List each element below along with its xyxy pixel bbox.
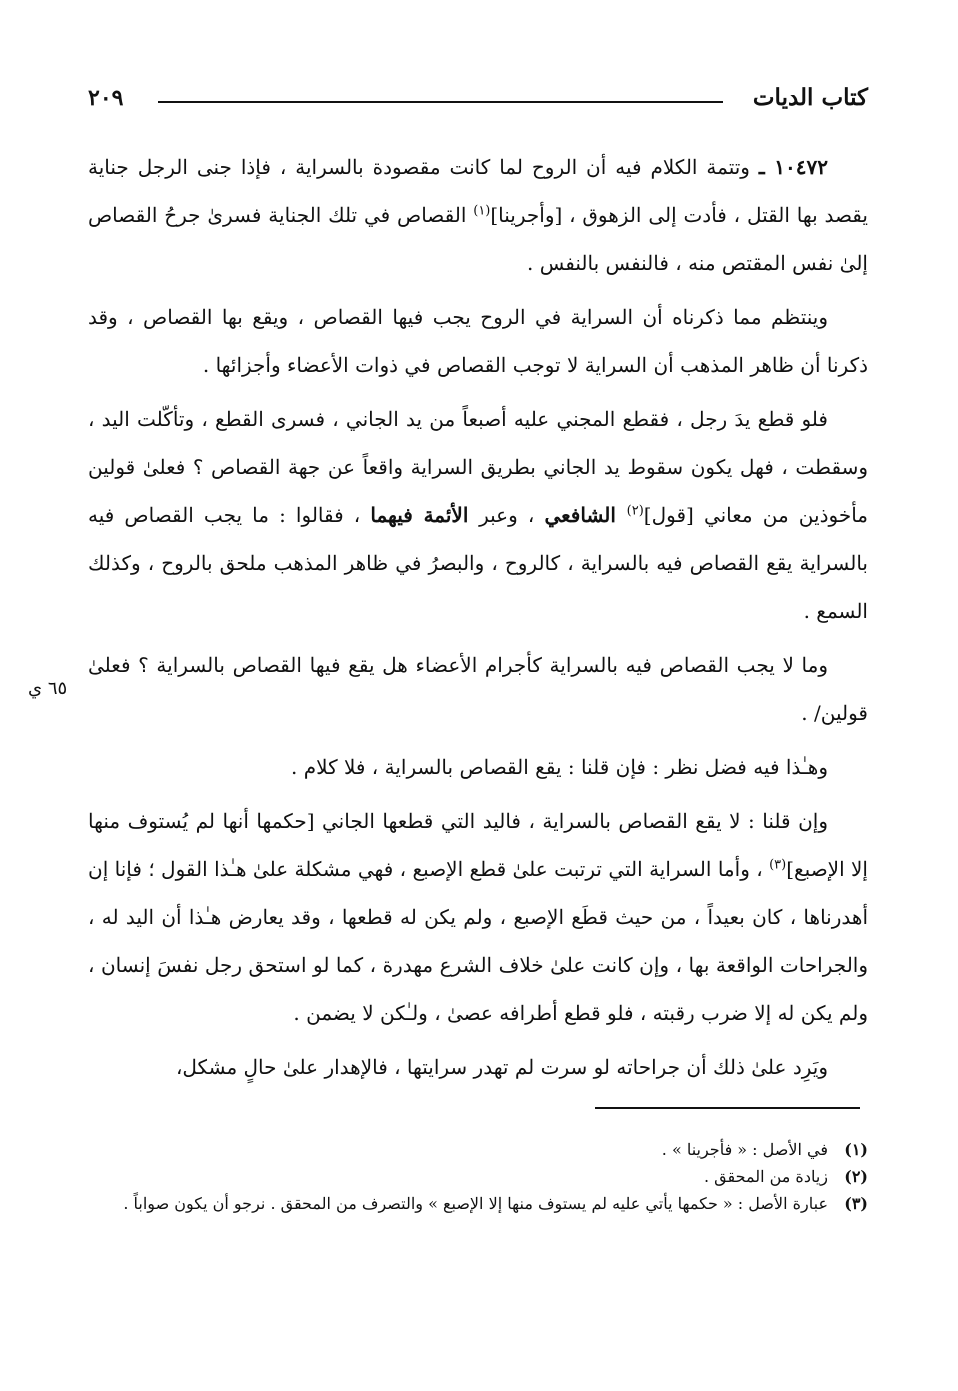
footnote-text: في الأصل : « فأجرينا » . (661, 1140, 828, 1159)
footnote-number: (٢) (844, 1167, 868, 1186)
paragraph (88, 143, 868, 287)
main-text (88, 143, 868, 1097)
footnotes (88, 1137, 868, 1218)
footnote-number: (١) (844, 1140, 868, 1159)
paragraph: ويَرِد علىٰ ذلك أن جراحاته لو سرت لم تهدر سرايتها ، فالإهدار علىٰ حالٍ مشكل، (175, 1055, 828, 1079)
text-run: وإن قلنا : لا يقع القصاص بالسراية ، فاليد التي قطعها الجاني [حكمها أنها لم يُستوف منها إلا الإصبع] (88, 809, 868, 881)
paragraph: وما لا يجب القصاص فيه بالسراية كأجرام الأعضاء هل يقع فيها القصاص بالسراية ؟ فعلىٰ قولين/ . (88, 653, 868, 725)
footnote-text: عبارة الأصل : « حكمها يأتي عليه لم يستوف منها إلا الإصبع » والتصرف من المحقق . نرجو أن يكون صواباً . (123, 1194, 828, 1213)
footnote-ref: (١) (473, 203, 491, 219)
paragraph: وينتظم مما ذكرناه أن السراية في الروح يجب فيها القصاص ، ويقع بها القصاص ، وقد ذكرنا أن ظاهر المذهب أن السراية لا توجب القصاص في ذوات الأعضاء وأجزائها . (88, 305, 868, 377)
page-header (88, 78, 868, 118)
margin-note: ٦٥ ي (28, 678, 68, 699)
footnote (88, 1164, 868, 1189)
footnote (88, 1191, 868, 1216)
text-run: ، فقالوا : ما يجب القصاص فيه بالسراية يقع القصاص فيه بالسراية ، كالروح ، والبصرُ في ظاهر المذهب ملحق بالروح ، وكذلك السمع . (88, 503, 868, 623)
text-run: ، وعبر (479, 503, 545, 527)
header-rule (158, 101, 723, 103)
text-run: ، وأما السراية التي ترتبت علىٰ قطع الإصبع ، فهي مشكلة علىٰ هـٰذا القول ؛ فإنا إن أهدرناها ، كان بعيداً ، من حيث قطَع الإصبع ، ولم يكن له قطعها ، وقد يعارض هـٰذا أن اليد له ، والجراحات الواقعة بها ، وإن كانت علىٰ خلاف الشرع مهدرة ، كما لو استحق رجل نفسَ إنسان ، ولم يكن له إلا ضرب رقبته ، فلو قطع أطرافه عصىٰ ، ولـٰكن لا يضمن . (88, 857, 868, 1025)
paragraph-number: ١٠٤٧٢ ـ (758, 155, 829, 179)
text-run: وتتمة الكلام فيه أن الروح لما كانت مقصودة بالسراية ، فإذا جنى الرجل جناية يقصد بها القتل ، فأدت إلى الزهوق ، [وأجرينا] (88, 155, 868, 227)
paragraph (88, 395, 868, 635)
paragraph (88, 797, 868, 1037)
footnote-ref: (٣) (769, 857, 787, 873)
footnote-number: (٣) (844, 1194, 868, 1213)
footnote-ref: (٢) (626, 503, 644, 519)
chapter-title: كتاب الديات (752, 84, 868, 111)
footnote-text: زيادة من المحقق . (704, 1167, 828, 1186)
footnote (88, 1137, 868, 1162)
text-run: فلو قطع يدَ رجل ، فقطع المجني عليه أصبعاً من يد الجاني ، فسرى القطع ، وتأكّلت اليد ، وسقطت ، فهل يكون سقوط يد الجاني بطريق السراية واقعاً عن جهة القصاص ؟ فعلىٰ قولين مأخوذين من معاني [قول] (88, 407, 868, 527)
page-number: ٢٠٩ (88, 85, 124, 111)
text-run: القصاص في تلك الجناية فسرىٰ جرحُ القصاص إلىٰ نفس المقتص منه ، فالنفس بالنفس . (88, 203, 868, 275)
bold-run: الأئمة فيهما (370, 503, 480, 527)
bold-run: الشافعي (544, 503, 627, 527)
footnote-separator (595, 1107, 860, 1109)
paragraph: وهـٰذا فيه فضل نظر : فإن قلنا : يقع القصاص بالسراية ، فلا كلام . (291, 755, 828, 779)
